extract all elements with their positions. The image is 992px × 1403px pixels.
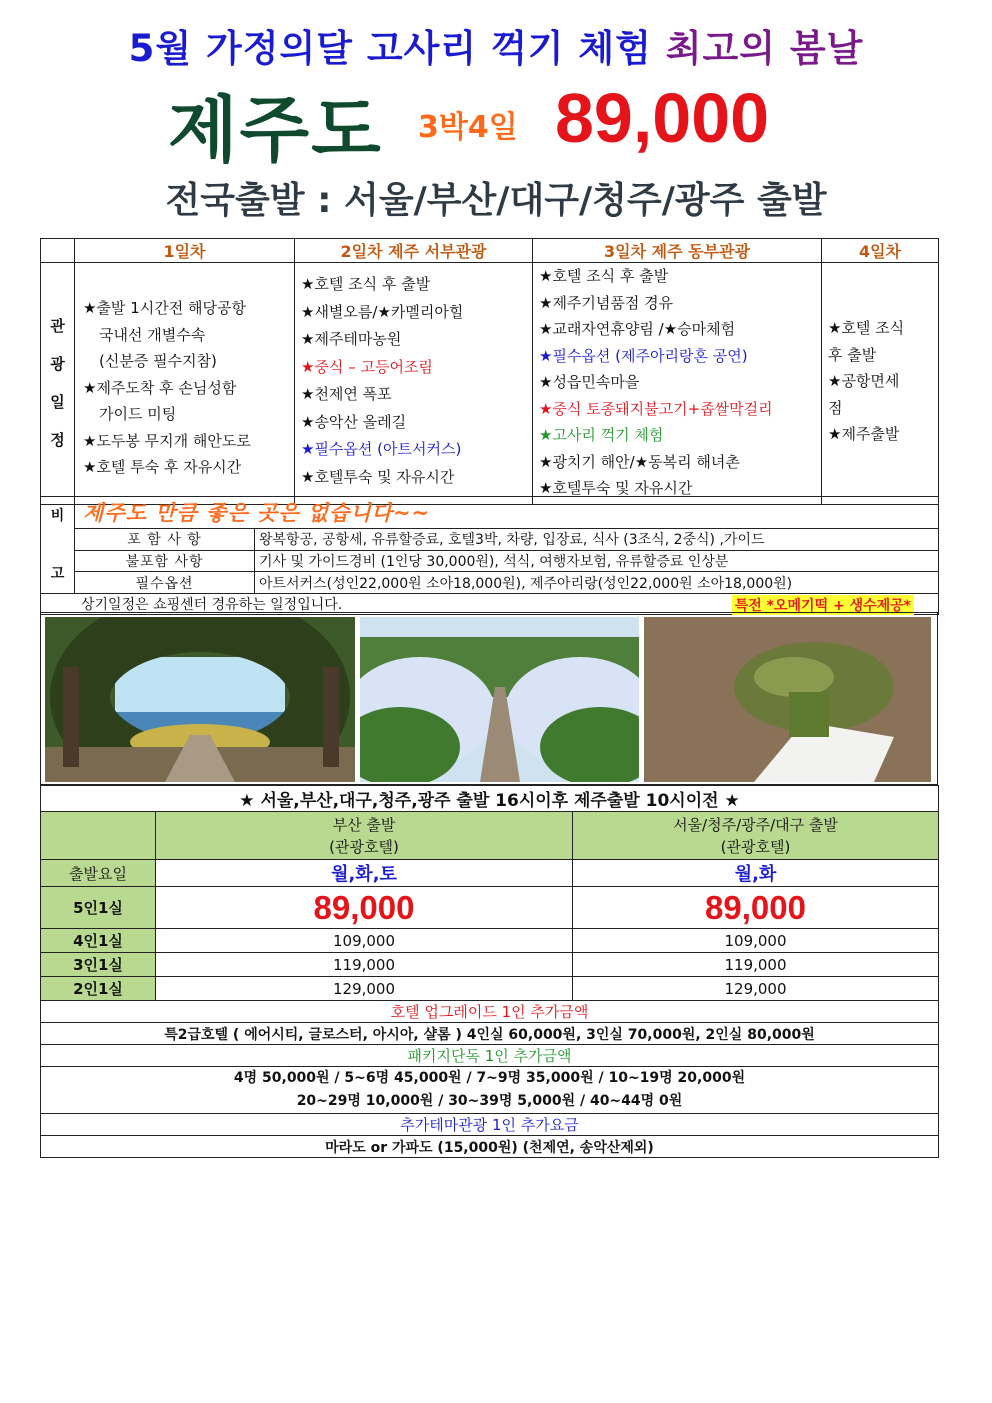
headline: [0, 18, 992, 72]
others-price-5: 89,000: [573, 887, 939, 929]
busan-price-2: 129,000: [156, 977, 573, 1001]
list-item: 국내선 개별수속: [99, 325, 206, 344]
list-item: ★필수옵션 (아트서커스): [301, 440, 462, 458]
list-item: 가이드 미팅: [99, 405, 177, 423]
room-type-label: 3인1실: [41, 953, 156, 977]
others-days: 월,화: [573, 860, 939, 887]
list-item: (신분증 필수지참): [99, 352, 217, 370]
remarks-side-label: 비 고: [41, 497, 75, 594]
list-item: ★천제연 폭포: [301, 385, 392, 403]
list-item: ★호텔 조식: [828, 319, 905, 337]
itinerary-corner: [41, 239, 75, 263]
departure-time-banner: ★ 서울,부산,대구,청주,광주 출발 16시이후 제주출발 10시이전 ★: [41, 786, 939, 812]
upgrade-title: 호텔 업그레이드 1인 추가금액: [41, 1001, 939, 1023]
shopping-note: 상기일정은 쇼핑센터 경유하는 일정입니다.: [81, 597, 343, 613]
list-item: ★광치기 해안/★동복리 해녀촌: [539, 452, 740, 471]
list-item: ★송악산 올레길: [301, 412, 407, 431]
list-item: ★호텔 조식 후 출발: [539, 267, 669, 285]
remarks-table: [40, 496, 939, 615]
list-item: ★호텔 조식 후 출발: [301, 275, 431, 293]
included-label: 포 함 사 항: [75, 528, 255, 550]
days-label: 출발요일: [41, 860, 156, 887]
list-item: ★출발 1시간전 해당공항: [83, 299, 246, 317]
list-item: ★제주기념품점 경유: [539, 293, 674, 312]
excluded-value: 기사 및 가이드경비 (1인당 30,000원), 석식, 여행자보험, 유류할증료 인상분: [255, 550, 939, 572]
day2-schedule: [295, 263, 533, 505]
list-item: ★새별오름/★카멜리아힐: [301, 302, 464, 321]
list-item: 점: [828, 398, 843, 417]
price-table: [40, 785, 939, 1158]
busan-column-header: 부산 출발 (관광호텔): [156, 812, 573, 860]
list-item: ★호텔투숙 및 자유시간: [539, 479, 693, 497]
solo-prices: 4명 50,000원 / 5~6명 45,000원 / 7~9명 35,000원 / 10~19명 20,000원 20~29명 10,000원 / 30~39명 5,000원 / 40~44명 0원: [41, 1067, 939, 1114]
room-type-label: 4인1실: [41, 929, 156, 953]
special-offer: 특전 *오메기떡 + 생수제공*: [732, 595, 914, 615]
day4-header: 4일차: [822, 239, 939, 263]
list-item: ★공항면세: [828, 372, 900, 390]
others-column-header: 서울/청주/광주/대구 출발 (관광호텔): [573, 812, 939, 860]
list-item: ★제주도착 후 손님성함: [83, 378, 237, 397]
list-item: ★호텔투숙 및 자유시간: [301, 467, 455, 486]
option-label: 필수옵션: [75, 572, 255, 594]
bracken-fern-photo: [644, 617, 931, 782]
itinerary-side-label: 관 광 일 정: [41, 263, 75, 505]
photo-strip: [40, 612, 938, 785]
day2-header: 2일차 제주 서부관광: [295, 239, 533, 263]
list-item: ★교래자연휴양림 /★승마체험: [539, 320, 736, 338]
theme-text: 마라도 or 가파도 (15,000원) (천제연, 송악산제외): [41, 1136, 939, 1158]
solo-title: 패키지단독 1인 추가금액: [41, 1045, 939, 1067]
tree-tunnel-photo: [45, 617, 355, 782]
busan-days: 월,화,토: [156, 860, 573, 887]
others-price-4: 109,000: [573, 929, 939, 953]
slogan: 제주도 만큼 좋은 곳은 없습니다~~: [75, 497, 939, 529]
others-price-2: 129,000: [573, 977, 939, 1001]
main-price: 89,000: [555, 79, 770, 157]
list-item: ★성읍민속마을: [539, 373, 640, 391]
list-item: 후 출발: [828, 345, 877, 364]
included-value: 왕복항공, 공항세, 유류할증료, 호텔3박, 차량, 입장료, 식사 (3조식, 2중식) ,가이드: [255, 528, 939, 550]
day1-schedule: [75, 263, 295, 505]
list-item: ★중식 토종돼지불고기+좁쌀막걸리: [539, 399, 773, 418]
upgrade-text: 특2급호텔 ( 에어시티, 글로스터, 아시아, 샬롬 ) 4인실 60,000원, 3인실 70,000원, 2인실 80,000원: [41, 1023, 939, 1045]
busan-price-4: 109,000: [156, 929, 573, 953]
list-item: ★제주테마농원: [301, 330, 402, 348]
list-item: ★필수옵션 (제주아리랑혼 공연): [539, 346, 748, 365]
price-corner: [41, 812, 156, 860]
room-type-label: 2인1실: [41, 977, 156, 1001]
headline-accent: 최고의 봄날: [665, 27, 864, 70]
list-item: ★도두봉 무지개 해안도로: [83, 431, 251, 450]
day4-schedule: [822, 263, 939, 505]
list-item: ★중식 – 고등어조림: [301, 357, 433, 376]
room-type-label: 5인1실: [41, 887, 156, 929]
headline-main: 5월 가정의달 고사리 꺽기 체험: [128, 27, 652, 70]
destination-title: 제주도: [168, 88, 383, 172]
excluded-label: 불포함 사항: [75, 550, 255, 572]
hydrangea-path-photo: [360, 617, 639, 782]
title-block: [0, 72, 992, 172]
theme-title: 추가테마관광 1인 추가요금: [41, 1114, 939, 1136]
day1-header: 1일차: [75, 239, 295, 263]
departure-cities: 전국출발 : 서울/부산/대구/청주/광주 출발: [165, 180, 827, 221]
option-value: 아트서커스(성인22,000원 소아18,000원), 제주아리랑(성인22,000원 소아18,000원): [255, 572, 939, 594]
list-item: ★고사리 꺽기 체험: [539, 426, 664, 444]
list-item: ★호텔 투숙 후 자유시간: [83, 458, 242, 476]
day3-header: 3일차 제주 동부관광: [533, 239, 822, 263]
others-price-3: 119,000: [573, 953, 939, 977]
duration-label: 3박4일: [418, 110, 518, 145]
list-item: ★제주출발: [828, 425, 900, 443]
busan-price-3: 119,000: [156, 953, 573, 977]
itinerary-table: [40, 238, 939, 505]
busan-price-5: 89,000: [156, 887, 573, 929]
day3-schedule: [533, 263, 822, 505]
